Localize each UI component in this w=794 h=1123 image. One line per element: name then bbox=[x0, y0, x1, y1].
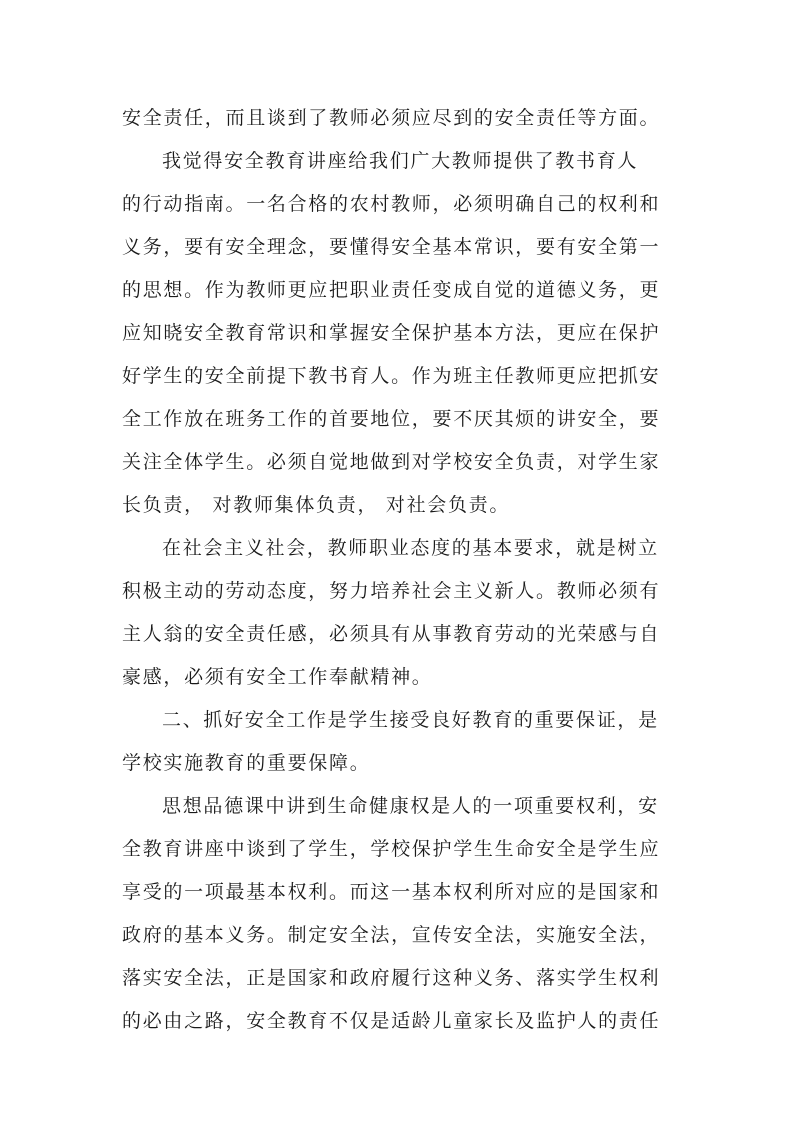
text-line: 积极主动的劳动态度，努力培养社会主义新人。教师必须有 bbox=[122, 580, 661, 602]
text-line: 全教育讲座中谈到了学生，学校保护学生生命安全是学生应 bbox=[122, 838, 661, 860]
paragraph-first-line: 思想品德课中讲到生命健康权是人的一项重要权利，安 bbox=[162, 795, 659, 817]
text-line: 豪感，必须有安全工作奉献精神。 bbox=[122, 666, 433, 688]
text-line: 好学生的安全前提下教书育人。作为班主任教师更应把抓安 bbox=[122, 365, 661, 387]
text-line: 的思想。作为教师更应把职业责任变成自觉的道德义务，更 bbox=[122, 279, 661, 301]
text-line: 长负责， 对教师集体负责， 对社会负责。 bbox=[122, 494, 511, 516]
text-line: 的必由之路，安全教育不仅是适龄儿童家长及监护人的责任 bbox=[122, 1010, 661, 1032]
text-line: 享受的一项最基本权利。而这一基本权利所对应的是国家和 bbox=[122, 881, 661, 903]
paragraph-first-line: 在社会主义社会，教师职业态度的基本要求，就是树立 bbox=[162, 537, 659, 559]
paragraph-first-line: 我觉得安全教育讲座给我们广大教师提供了教书育人 bbox=[162, 150, 639, 172]
text-line: 关注全体学生。必须自觉地做到对学校安全负责，对学生家 bbox=[122, 451, 661, 473]
section-heading-line: 学校实施教育的重要保障。 bbox=[122, 752, 371, 774]
text-line: 的行动指南。一名合格的农村教师，必须明确自己的权利和 bbox=[122, 193, 661, 215]
text-line: 政府的基本义务。制定安全法，宣传安全法，实施安全法， bbox=[122, 924, 661, 946]
text-line: 落实安全法，正是国家和政府履行这种义务、落实学生权利 bbox=[122, 967, 661, 989]
section-heading-line: 二、抓好安全工作是学生接受良好教育的重要保证，是 bbox=[162, 709, 659, 731]
text-line: 全工作放在班务工作的首要地位，要不厌其烦的讲安全，要 bbox=[122, 408, 661, 430]
text-line: 义务，要有安全理念，要懂得安全基本常识，要有安全第一 bbox=[122, 236, 661, 258]
text-line: 安全责任，而且谈到了教师必须应尽到的安全责任等方面。 bbox=[122, 107, 661, 129]
text-line: 主人翁的安全责任感，必须具有从事教育劳动的光荣感与自 bbox=[122, 623, 661, 645]
text-line: 应知晓安全教育常识和掌握安全保护基本方法，更应在保护 bbox=[122, 322, 661, 344]
